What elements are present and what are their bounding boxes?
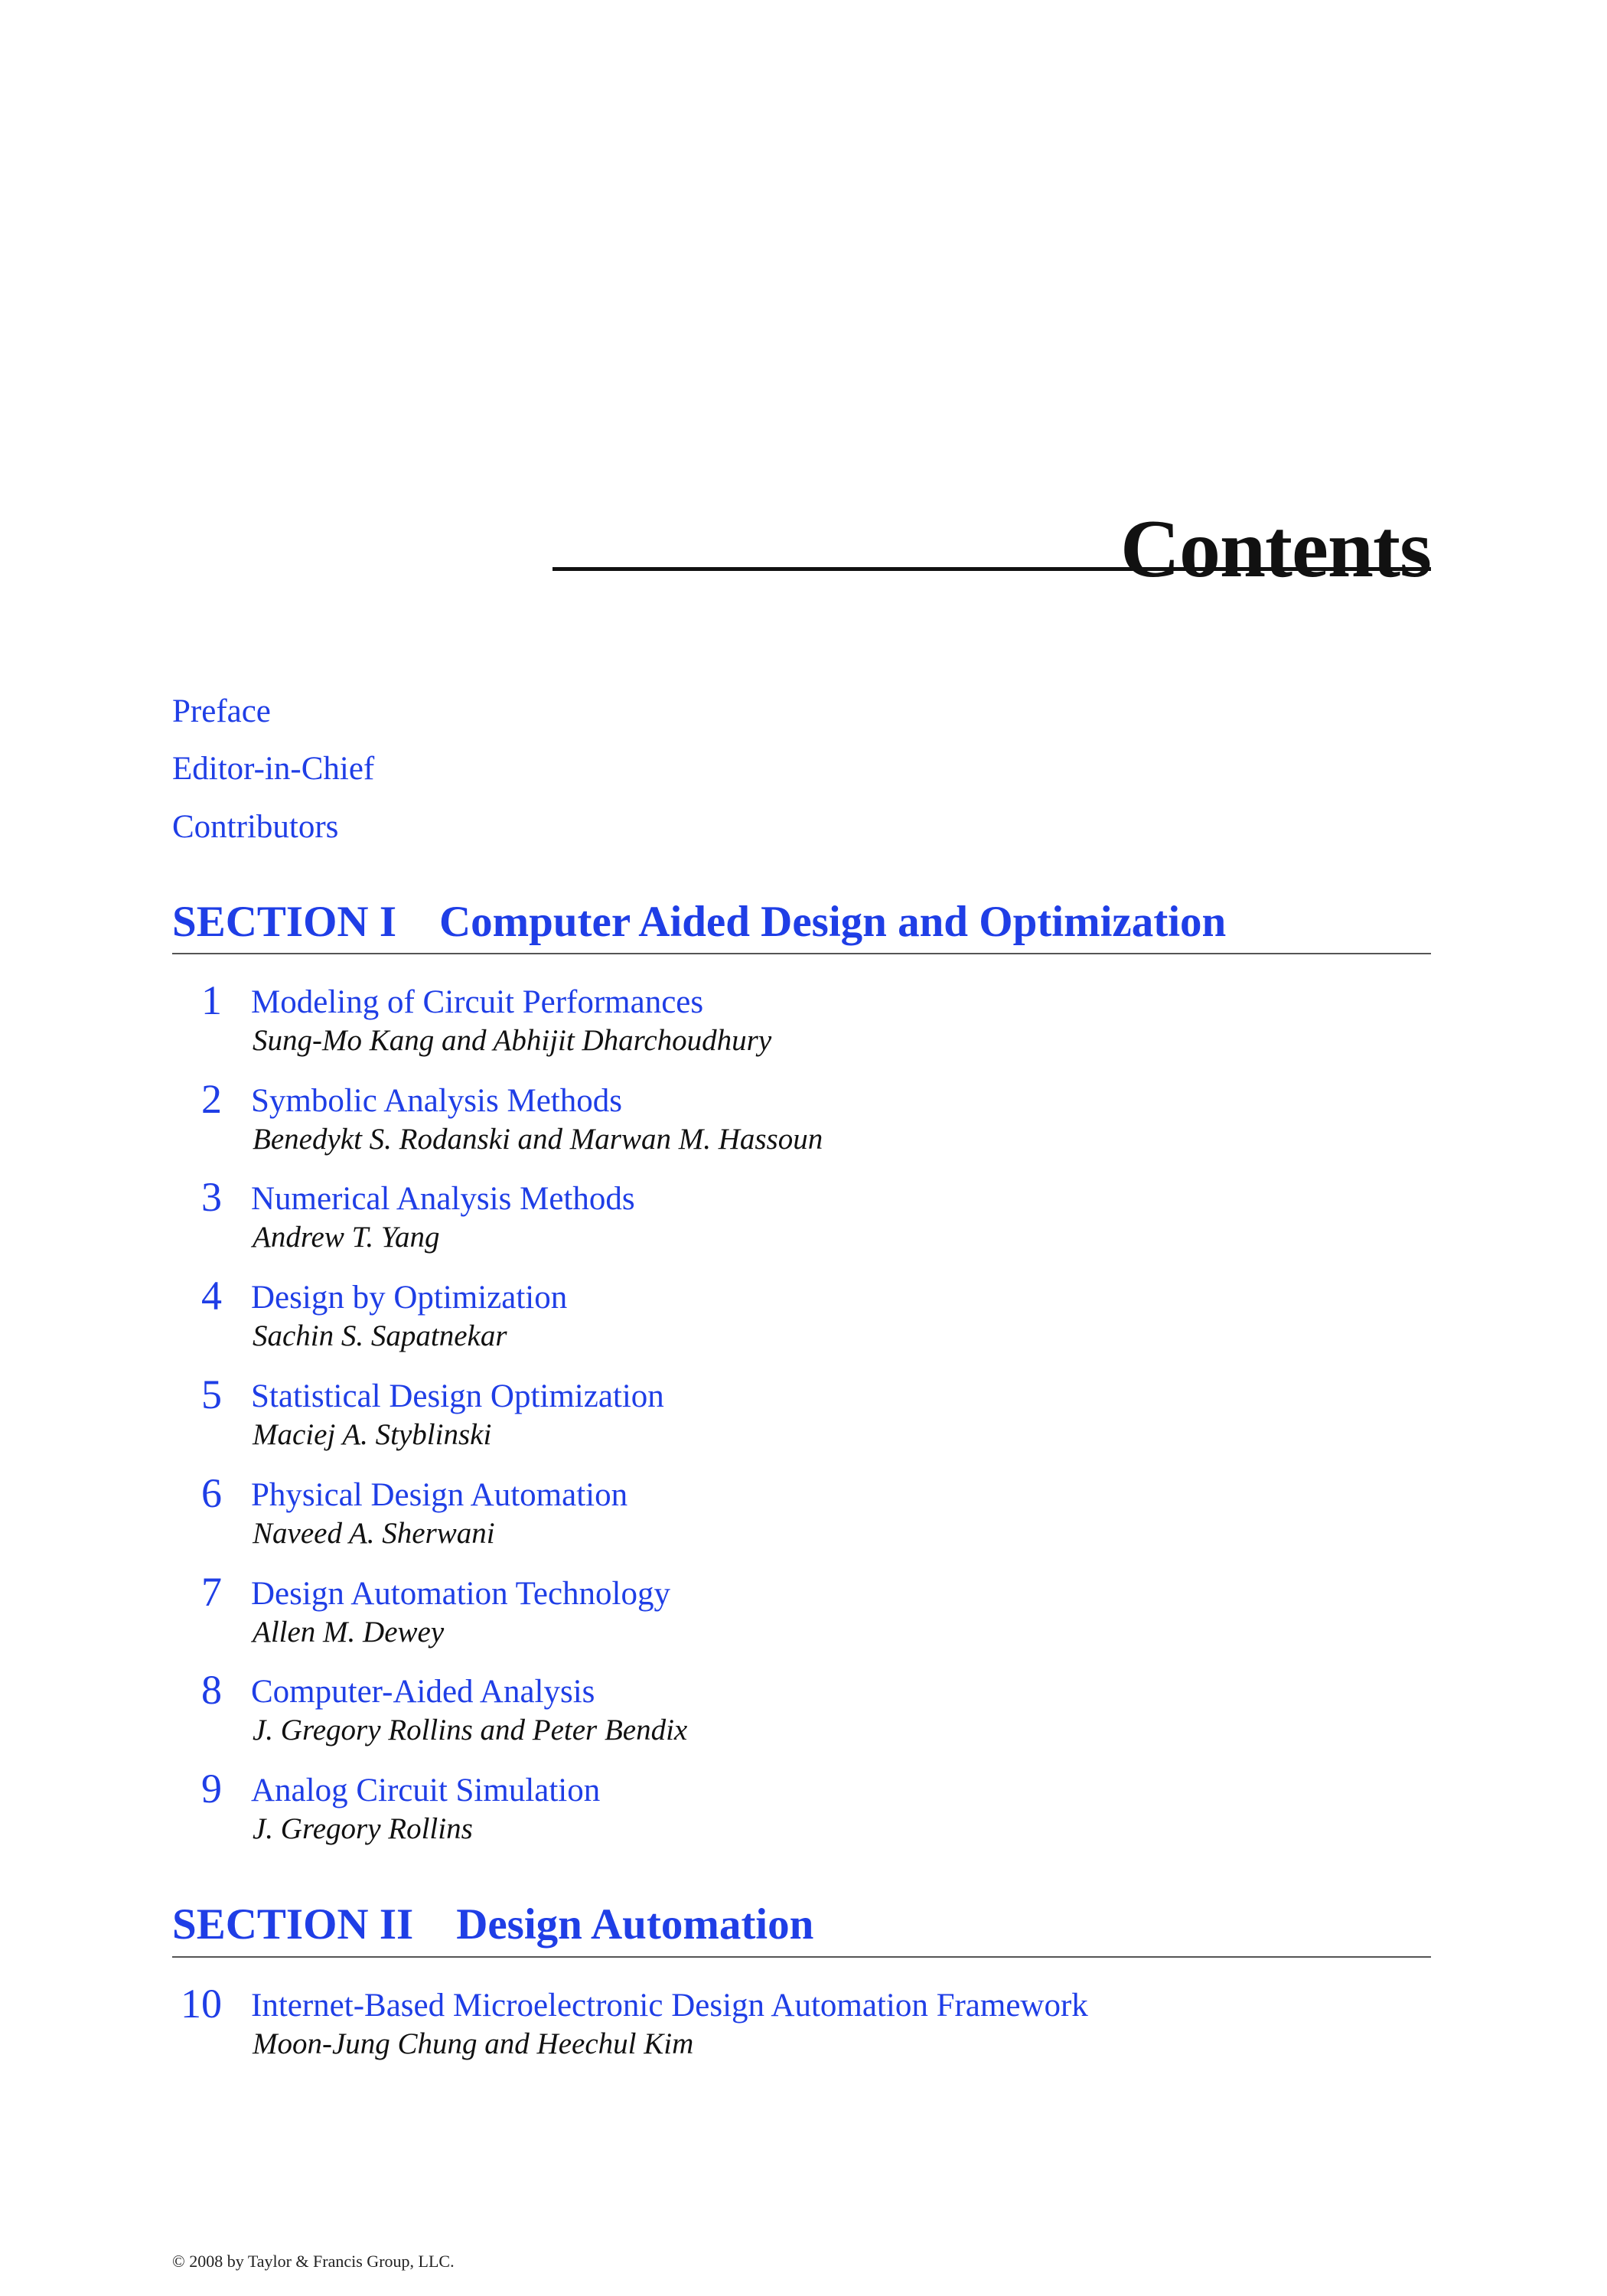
chapter-authors: Allen M. Dewey [253,1616,445,1649]
section-number: SECTION II [172,1900,414,1949]
section-divider [172,1956,1431,1958]
chapter-title-link[interactable]: Design Automation Technology [251,1576,670,1612]
section-divider [172,953,1431,954]
toc-link-contributors[interactable]: Contributors [172,809,339,845]
chapter-authors: Andrew T. Yang [253,1221,440,1254]
chapter-title-link[interactable]: Design by Optimization [251,1280,568,1316]
chapter-number: 7 [201,1569,222,1615]
chapter-authors: Sachin S. Sapatnekar [253,1319,507,1352]
chapter-title-link[interactable]: Internet-Based Microelectronic Design Automation Framework [251,1988,1088,2024]
chapter-number: 1 [201,977,222,1023]
chapter-number: 2 [201,1076,222,1122]
section-title: Computer Aided Design and Optimization [439,898,1227,946]
chapter-title-link[interactable]: Physical Design Automation [251,1477,628,1513]
chapter-number: 10 [181,1981,222,2027]
chapter-number: 3 [201,1174,222,1220]
chapter-title-link[interactable]: Statistical Design Optimization [251,1378,664,1414]
chapter-authors: Moon-Jung Chung and Heechul Kim [253,2027,694,2060]
chapter-authors: Maciej A. Styblinski [253,1418,492,1451]
chapter-number: 8 [201,1667,222,1713]
chapter-title-link[interactable]: Computer-Aided Analysis [251,1674,595,1710]
chapter-number: 4 [201,1273,222,1319]
chapter-number: 9 [201,1766,222,1812]
chapter-number: 6 [201,1470,222,1516]
section-title: Design Automation [456,1900,814,1949]
section-heading-1[interactable] [172,900,1226,944]
section-number: SECTION I [172,898,397,946]
chapter-authors: Naveed A. Sherwani [253,1517,495,1550]
chapter-authors: J. Gregory Rollins and Peter Bendix [253,1714,688,1746]
toc-link-editor-in-chief[interactable]: Editor-in-Chief [172,751,375,787]
chapter-title-link[interactable]: Symbolic Analysis Methods [251,1083,622,1119]
chapter-authors: Benedykt S. Rodanski and Marwan M. Hassoun [253,1123,823,1156]
section-heading-2[interactable] [172,1900,814,1949]
footer-copyright: © 2008 by Taylor & Francis Group, LLC. [172,2252,455,2271]
page-title: Contents [1120,504,1431,595]
title-rule [553,567,1431,571]
chapter-title-link[interactable]: Analog Circuit Simulation [251,1773,601,1808]
chapter-title-link[interactable]: Modeling of Circuit Performances [251,984,704,1020]
toc-link-preface[interactable]: Preface [172,693,271,729]
chapter-title-link[interactable]: Numerical Analysis Methods [251,1181,635,1217]
chapter-authors: J. Gregory Rollins [253,1812,473,1845]
chapter-number: 5 [201,1371,222,1417]
chapter-authors: Sung-Mo Kang and Abhijit Dharchoudhury [253,1024,772,1057]
